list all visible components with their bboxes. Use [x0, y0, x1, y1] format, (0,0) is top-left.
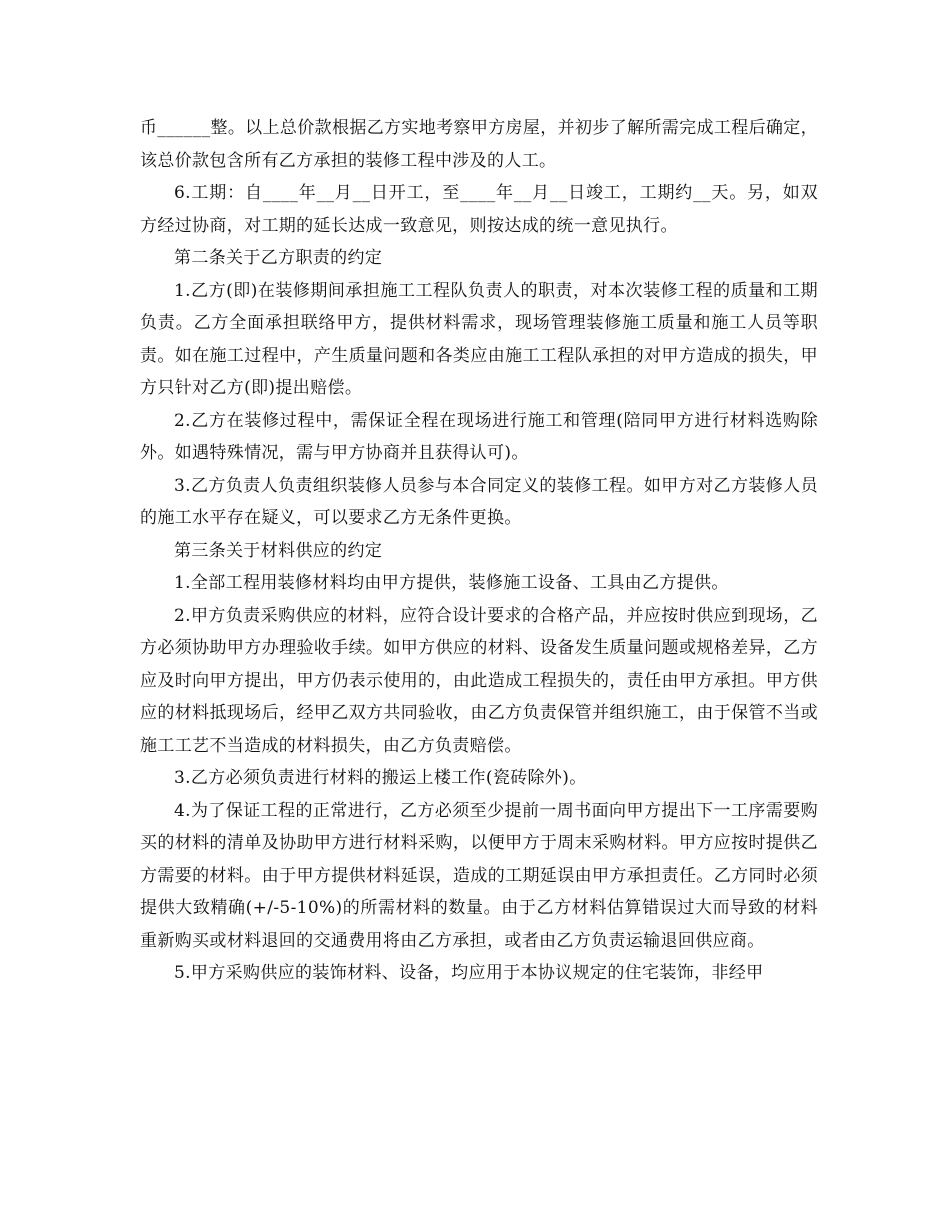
paragraph-material-4: 4.为了保证工程的正常进行，乙方必须至少提前一周书面向甲方提出下一工序需要购买的材料的清单及协助甲方进行材料采购，以便甲方于周末采购材料。甲方应按时提供乙方需要的材料。由于甲方提供材料延误，造成的工期延误由甲方承担责任。乙方同时必须提供大致精确(+/-5-10%)的所需材料的数量。由于乙方材料估算错误过大而导致的材料重新购买或材料退回的交通费用将由乙方承担，或者由乙方负责运输退回供应商。 — [140, 800, 818, 951]
paragraph-b-duty-2: 2.乙方在装修过程中，需保证全程在现场进行施工和管理(陪同甲方进行材料选购除外。如遇特殊情况，需与甲方协商并且获得认可)。 — [140, 410, 818, 463]
paragraph-b-duty-3: 3.乙方负责人负责组织装修人员参与本合同定义的装修工程。如甲方对乙方装修人员的施工水平存在疑义，可以要求乙方无条件更换。 — [140, 475, 818, 528]
paragraph-material-5: 5.甲方采购供应的装饰材料、设备，均应用于本协议规定的住宅装饰，非经甲 — [174, 963, 764, 983]
paragraph-material-1: 1.全部工程用装修材料均由甲方提供，装修施工设备、工具由乙方提供。 — [174, 573, 729, 593]
paragraph-b-duty-1: 1.乙方(即)在装修期间承担施工工程队负责人的职责，对本次装修工程的质量和工期负责。乙方全面承担联络甲方，提供材料需求，现场管理装修施工质量和施工人员等职责。如在施工过程中，产生质量问题和各类应由施工工程队承担的对甲方造成的损失，甲方只针对乙方(即)提出赔偿。 — [140, 280, 818, 398]
contract-body — [140, 112, 818, 990]
section-heading-party-b-duties: 第二条关于乙方职责的约定 — [174, 248, 383, 268]
section-heading-material-supply: 第三条关于材料供应的约定 — [174, 540, 383, 561]
paragraph-price-continuation: 币______整。以上总价款根据乙方实地考察甲方房屋，并初步了解所需完成工程后确定，该总价款包含所有乙方承担的装修工程中涉及的人工。 — [140, 118, 818, 171]
paragraph-material-3: 3.乙方必须负责进行材料的搬运上楼工作(瓷砖除外)。 — [174, 768, 587, 788]
paragraph-construction-period: 6.工期：自____年__月__日开工，至____年__月__日竣工，工期约__天。另，如双方经过协商，对工期的延长达成一致意见，则按达成的统一意见执行。 — [140, 183, 818, 236]
paragraph-material-2: 2.甲方负责采购供应的材料，应符合设计要求的合格产品，并应按时供应到现场，乙方必须协助甲方办理验收手续。如甲方供应的材料、设备发生质量问题或规格差异，乙方应及时向甲方提出，甲方仍表示使用的，由此造成工程损失的，责任由甲方承担。甲方供应的材料抵现场后，经甲乙双方共同验收，由乙方负责保管并组织施工，由于保管不当或施工工艺不当造成的材料损失，由乙方负责赔偿。 — [140, 605, 818, 756]
